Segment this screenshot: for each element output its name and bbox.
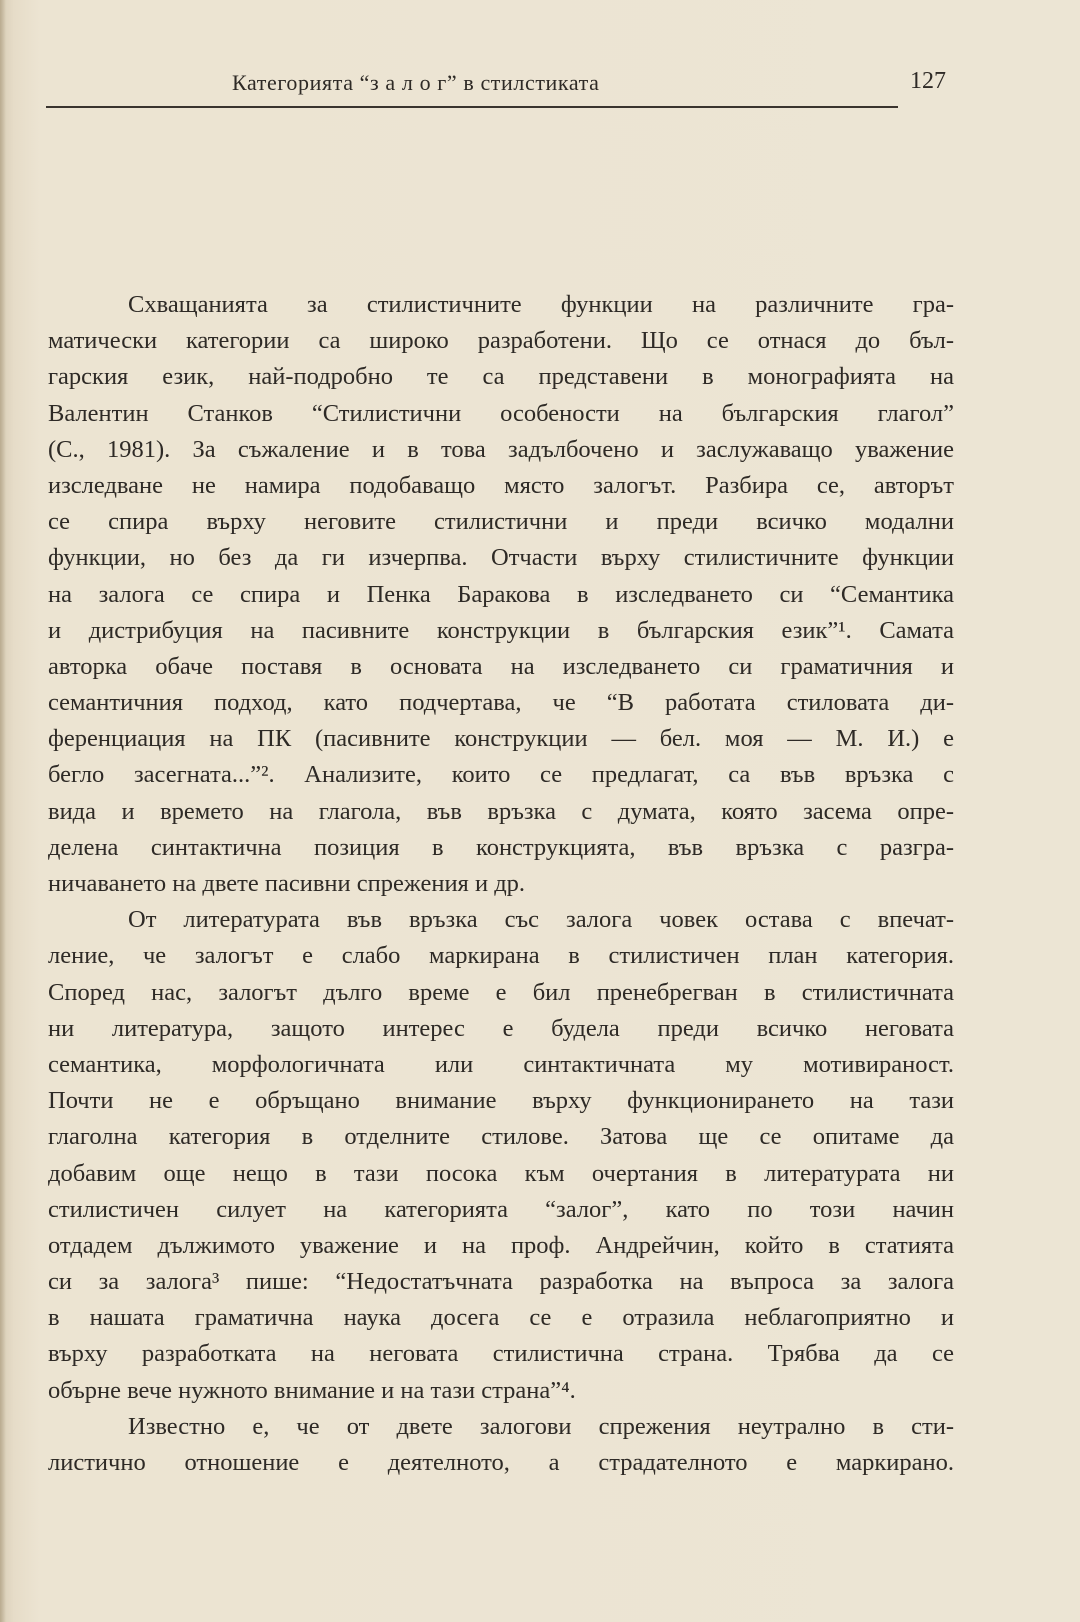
text-line: Почти не е обръщано внимание върху функционирането на тази — [48, 1087, 954, 1115]
text-line: Известно е, че от двете залогови спрежения неутрално в сти- — [128, 1412, 954, 1440]
header-rule — [46, 106, 898, 108]
spine-shadow — [0, 0, 6, 1622]
text-line: бегло засегната...”². Анализите, които се предлагат, са във връзка с — [48, 761, 954, 789]
text-line: вида и времето на глагола, във връзка с думата, която засема опре- — [48, 797, 954, 825]
text-line: се спира върху неговите стилистични и преди всичко модални — [48, 508, 954, 536]
text-line: отдадем дължимото уважение и на проф. Андрейчин, който в статията — [48, 1231, 954, 1259]
text-line: листично отношение е деятелното, а страдателното е маркирано. — [48, 1449, 954, 1476]
text-line: семантика, морфологичната или синтактичната му мотивираност. — [48, 1050, 954, 1078]
text-line: гарския език, най-подробно те са представени в монографията на — [48, 363, 954, 391]
text-line: От литературата във връзка със залога човек остава с впечат- — [128, 906, 954, 934]
text-line: авторка обаче поставя в основата на изследването си граматичния и — [48, 652, 954, 680]
text-line: Според нас, залогът дълго време е бил пренебрегван в стилистичната — [48, 978, 954, 1006]
text-line: ничаването на двете пасивни спрежения и др. — [48, 870, 526, 897]
text-line: ференциация на ПК (пасивните конструкции — бел. моя — М. И.) е — [48, 725, 954, 753]
text-line: Валентин Станков “Стилистични особености на българския глагол” — [48, 399, 954, 427]
text-line: добавим още нещо в тази посока към очертания в литературата ни — [48, 1159, 954, 1187]
text-line: семантичния подход, като подчертава, че “В работата стиловата ди- — [48, 689, 954, 717]
text-line: стилистичен силует на категорията “залог”, като по този начин — [48, 1195, 954, 1223]
running-title: Категорията “з а л о г” в стилстиката — [232, 70, 600, 95]
text-line: (С., 1981). За съжаление и в това задълбочено и заслужаващо уважение — [48, 435, 954, 463]
text-line: ление, че залогът е слабо маркирана в стилистичен план категория. — [48, 942, 954, 970]
text-line: Схващанията за стилистичните функции на различните гра- — [128, 291, 954, 318]
text-line: на залога се спира и Пенка Баракова в изследването си “Семантика — [48, 580, 954, 608]
text-line: си за залога³ пише: “Недостатъчната разработка на въпроса за залога — [48, 1268, 954, 1296]
text-line: функции, но без да ги изчерпва. Отчасти върху стилистичните функции — [48, 544, 954, 572]
text-line: глаголна категория в отделните стилове. Затова ще се опитаме да — [48, 1123, 954, 1151]
text-line: в нашата граматична наука досега се е отразила неблагоприятно и — [48, 1304, 954, 1332]
text-line: върху разработката на неговата стилистична страна. Трябва да се — [48, 1340, 954, 1368]
text-line: и дистрибуция на пасивните конструкции в българския език”¹. Самата — [48, 616, 954, 644]
text-line: делена синтактична позиция в конструкцията, във връзка с разгра- — [48, 833, 954, 861]
text-line: матически категории са широко разработени. Що се отнася до бъл- — [48, 327, 954, 355]
page-number: 127 — [910, 68, 946, 94]
body-text — [48, 287, 954, 1481]
text-line: ни литература, защото интерес е будела преди всичко неговата — [48, 1014, 954, 1042]
text-line: изследване не намира подобаващо място залогът. Разбира се, авторът — [48, 471, 954, 499]
text-line: обърне вече нужното внимание и на тази страна”⁴. — [48, 1376, 576, 1404]
running-head — [46, 70, 946, 104]
